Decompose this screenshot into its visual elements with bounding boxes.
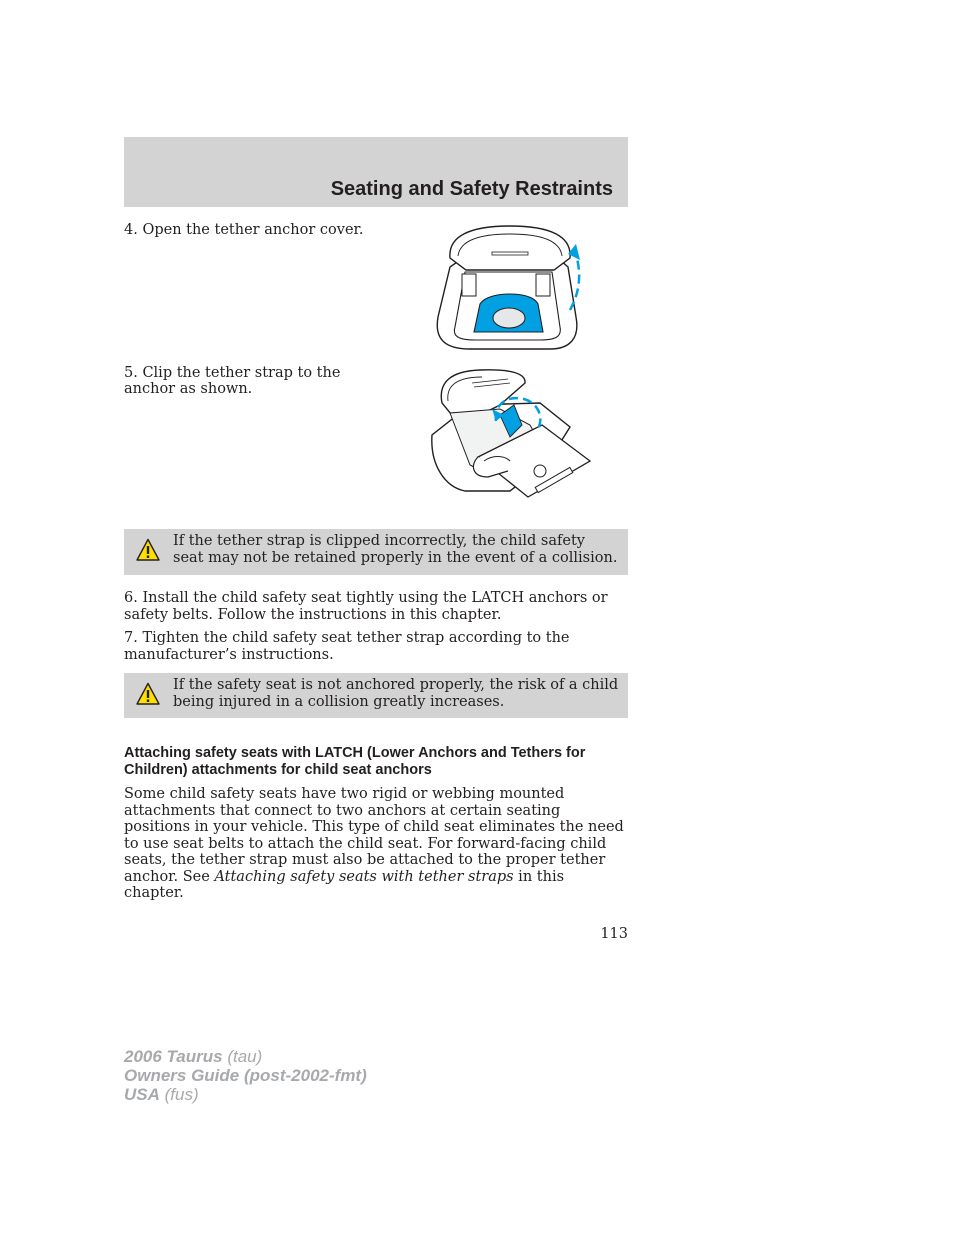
cross-reference-link[interactable]: Attaching safety seats with tether straps bbox=[214, 868, 514, 885]
page-number: 113 bbox=[600, 926, 628, 942]
footer-line-model bbox=[124, 1047, 367, 1066]
footer-line-market bbox=[124, 1085, 367, 1104]
section-header-title: Seating and Safety Restraints bbox=[330, 178, 613, 200]
step-7-text: 7. Tighten the child safety seat tether strap according to the manufacturer’s instructions. bbox=[124, 630, 570, 663]
footer-market-code: (fus) bbox=[164, 1085, 199, 1104]
warning-triangle-icon bbox=[136, 538, 160, 562]
tether-anchor-cover-open-illustration bbox=[430, 222, 590, 352]
warning-text: If the tether strap is clipped incorrectly, the child safety seat may not be retained properly in the event of a collision. bbox=[173, 533, 618, 566]
footer-model: 2006 Taurus bbox=[124, 1047, 223, 1066]
footer-model-code: (tau) bbox=[227, 1047, 263, 1066]
warning-box-anchor-risk bbox=[124, 673, 628, 718]
warning-box-tether-clip bbox=[124, 529, 628, 575]
step-5-text-line-2: anchor as shown. bbox=[124, 381, 253, 397]
tether-strap-clip-illustration bbox=[430, 365, 600, 505]
step-6-text: 6. Install the child safety seat tightly using the LATCH anchors or safety belts. Follow the instructions in this chapter. bbox=[124, 590, 608, 623]
footer-guide: Owners Guide (post-2002-fmt) bbox=[124, 1066, 367, 1085]
warning-text: If the safety seat is not anchored properly, the risk of a child being injured in a collision greatly increases. bbox=[173, 677, 619, 710]
section-header-band bbox=[124, 137, 628, 207]
step-4-text: 4. Open the tether anchor cover. bbox=[124, 222, 364, 238]
warning-triangle-icon bbox=[136, 682, 160, 706]
latch-section-heading: Attaching safety seats with LATCH (Lower Anchors and Tethers for Children) attachments for child seat anchors bbox=[124, 745, 586, 778]
footer-market: USA bbox=[124, 1085, 160, 1104]
step-5-text-line-1: 5. Clip the tether strap to the bbox=[124, 365, 341, 381]
latch-body-text-end: in this chapter. bbox=[124, 868, 565, 901]
document-footer bbox=[124, 1047, 367, 1104]
latch-section-body bbox=[124, 786, 628, 902]
latch-body-text: Some child safety seats have two rigid or webbing mounted attachments that connect to two anchors at certain seating positions in your vehicle. This type of child seat eliminates the need to use seat belts to attach the child seat. For forward-facing child seats, the tether strap must also be attached to the proper tether anchor. See bbox=[124, 786, 624, 885]
footer-line-guide bbox=[124, 1066, 367, 1085]
